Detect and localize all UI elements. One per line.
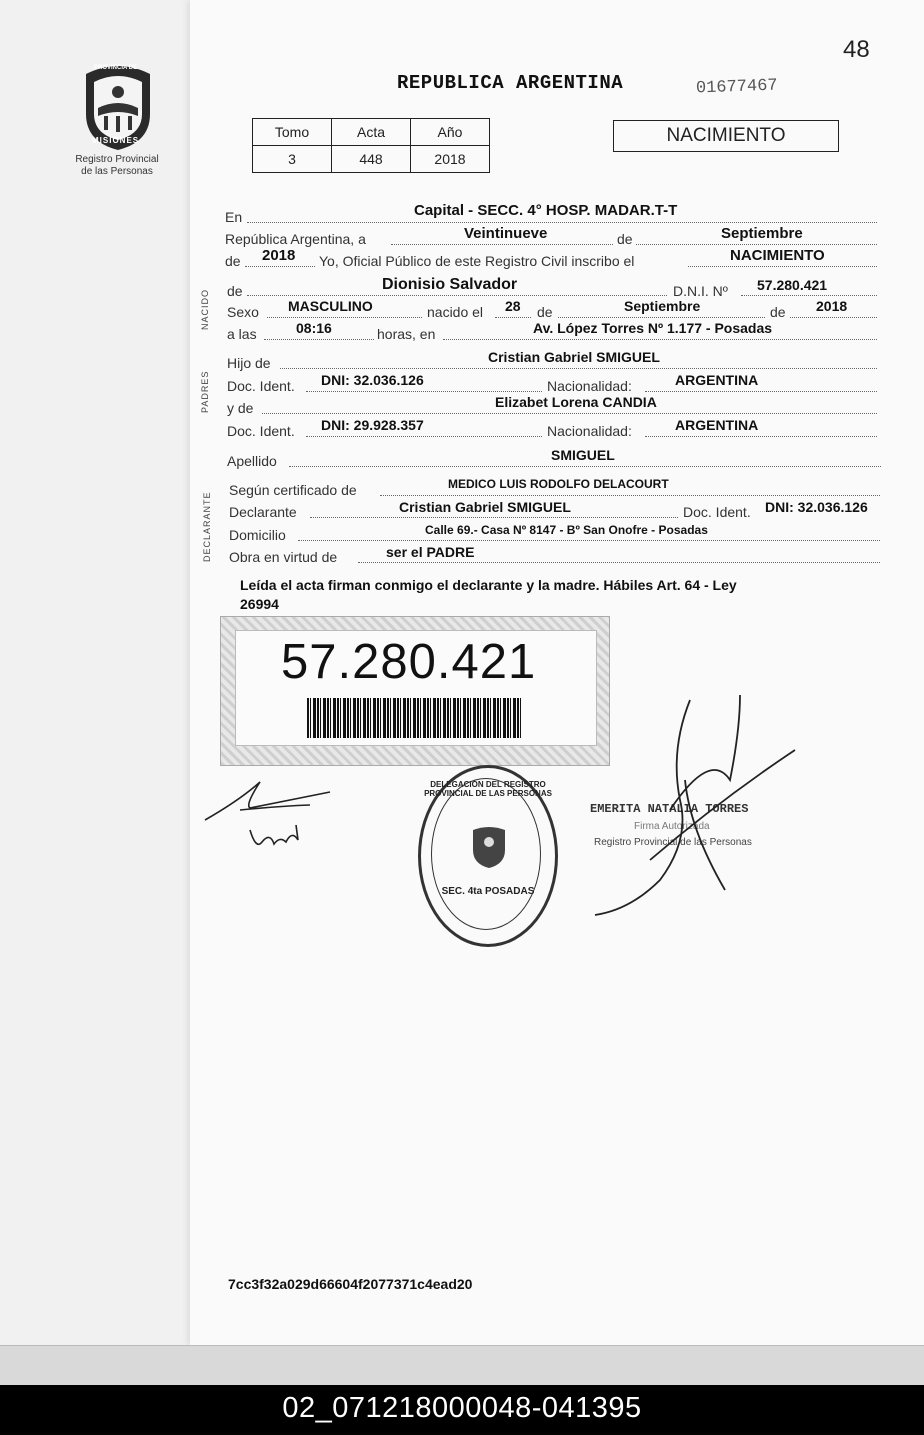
decl-docident-label: Doc. Ident. [683,504,751,520]
barcode [307,698,522,738]
nacionalidad2-label: Nacionalidad: [547,423,632,439]
dotted-line [310,517,678,518]
hijo-label: Hijo de [227,355,271,371]
certificado-label: Según certificado de [229,482,357,498]
father-name: Cristian Gabriel SMIGUEL [488,349,660,365]
dotted-line [306,436,542,437]
dotted-line [289,466,881,467]
official-name: EMERITA NATALIA TORRES [590,802,749,816]
register-table-header-row [253,119,490,146]
declarant-signature [200,770,350,860]
de3-label: de [227,283,243,299]
de-label: de [617,231,633,247]
registration-day: Veintinueve [464,225,548,242]
dotted-line [645,436,877,437]
register-table [252,118,490,173]
value-ano: 2018 [411,146,490,173]
header-tomo: Tomo [253,119,332,146]
header-ano: Año [411,119,490,146]
nacionalidad-label: Nacionalidad: [547,378,632,394]
document-hash: 7cc3f32a029d66604f2077371c4ead20 [228,1276,473,1292]
register-table-value-row [253,146,490,173]
closing-text-line1: Leída el acta firman conmigo el declarante y la madre. Hábiles Art. 64 - Ley [240,577,737,593]
domicilio-label: Domicilio [229,527,286,543]
dotted-line [358,562,880,563]
dotted-line [790,317,877,318]
alas-label: a las [227,326,257,342]
dotted-line [391,244,613,245]
yde-label: y de [227,400,254,416]
dotted-line [298,540,880,541]
mother-name: Elizabet Lorena CANDIA [495,394,657,410]
dni-sticker-number: 57.280.421 [281,635,537,689]
place-of-registration: Capital - SECC. 4° HOSP. MADAR.T-T [414,202,678,219]
dotted-line [741,295,877,296]
dotted-line [247,295,667,296]
apellido-label: Apellido [227,453,277,469]
dotted-line [245,266,315,267]
sexo-label: Sexo [227,304,259,320]
side-label-declarante: DECLARANTE [202,491,212,562]
father-document: DNI: 32.036.126 [321,372,424,388]
act-type-box: NACIMIENTO [613,120,839,152]
side-label-padres: PADRES [200,370,210,413]
serial-number: 01677467 [695,76,778,99]
dotted-line [558,317,765,318]
oficial-text: Yo, Oficial Público de este Registro Civil inscribo el [319,253,635,269]
dotted-line [306,391,542,392]
declarant-role: ser el PADRE [386,544,475,560]
bottom-page-edge [0,1345,924,1385]
side-label-nacido: NACIDO [200,288,210,330]
sex-value: MASCULINO [288,298,373,314]
child-dni: 57.280.421 [757,277,828,293]
de5-label: de [770,304,786,320]
logo-text-bottom: MISIONES [92,136,140,145]
declarant-address: Calle 69.- Casa Nº 8147 - Bº San Onofre - Posadas [425,523,708,537]
father-nationality: ARGENTINA [675,372,759,388]
dotted-line [280,368,877,369]
surname-value: SMIGUEL [551,447,615,463]
dotted-line [267,317,422,318]
dotted-line [264,339,374,340]
value-acta: 448 [332,146,411,173]
mother-nationality: ARGENTINA [675,417,759,433]
dotted-line [380,495,880,496]
official-title: Firma Autorizada [634,821,710,832]
horas-label: horas, en [377,326,436,342]
birth-year: 2018 [816,298,848,314]
certificate-doctor: MEDICO LUIS RODOLFO DELACOURT [448,477,669,491]
dotted-line [688,266,877,267]
inscription-type: NACIMIENTO [730,247,825,264]
registry-caption-line1: Registro Provincial [75,154,159,165]
logo-text-top: PROVINCIA DE [94,65,138,71]
declarant-document: DNI: 32.036.126 [765,499,868,515]
dotted-line [443,339,877,340]
declarante-label: Declarante [229,504,297,520]
country-heading: REPUBLICA ARGENTINA [397,72,624,94]
dotted-line [262,413,877,414]
registration-year: 2018 [262,247,296,264]
left-page-edge [0,0,190,1345]
official-signature [590,690,800,920]
value-tomo: 3 [253,146,332,173]
dni-label: D.N.I. Nº [673,283,728,299]
birth-day: 28 [505,298,521,314]
birth-month: Septiembre [624,298,701,314]
dotted-line [247,222,877,223]
birth-place: Av. López Torres Nº 1.177 - Posadas [533,320,773,336]
docident-label: Doc. Ident. [227,378,295,394]
de2-label: de [225,253,241,269]
header-acta: Acta [332,119,411,146]
official-round-seal [418,765,558,947]
footer-document-id: 02_071218000048-041395 [0,1385,924,1435]
dotted-line [495,317,531,318]
seal-emblem-icon [469,826,509,868]
declarant-name: Cristian Gabriel SMIGUEL [399,499,571,515]
closing-text-line2: 26994 [240,596,279,612]
page-number: 48 [843,36,870,63]
dotted-line [636,244,877,245]
registry-caption [62,154,172,178]
official-office: Registro Provincial de las Personas [594,837,752,848]
obra-label: Obra en virtud de [229,549,338,565]
dotted-line [645,391,877,392]
de4-label: de [537,304,553,320]
nacido-label: nacido el [427,304,484,320]
en-label: En [225,209,243,225]
birth-hour: 08:16 [296,320,332,336]
registration-month: Septiembre [721,225,803,242]
child-name: Dionisio Salvador [382,276,518,293]
mother-document: DNI: 29.928.357 [321,417,424,433]
seal-inner-text: SEC. 4ta POSADAS [441,886,535,897]
docident2-label: Doc. Ident. [227,423,295,439]
registry-caption-line2: de las Personas [81,166,153,177]
republica-label: República Argentina, a [225,231,366,247]
seal-ring-text: DELEGACIÓN DEL REGISTRO PROVINCIAL DE LAS PERSONAS [424,780,552,798]
